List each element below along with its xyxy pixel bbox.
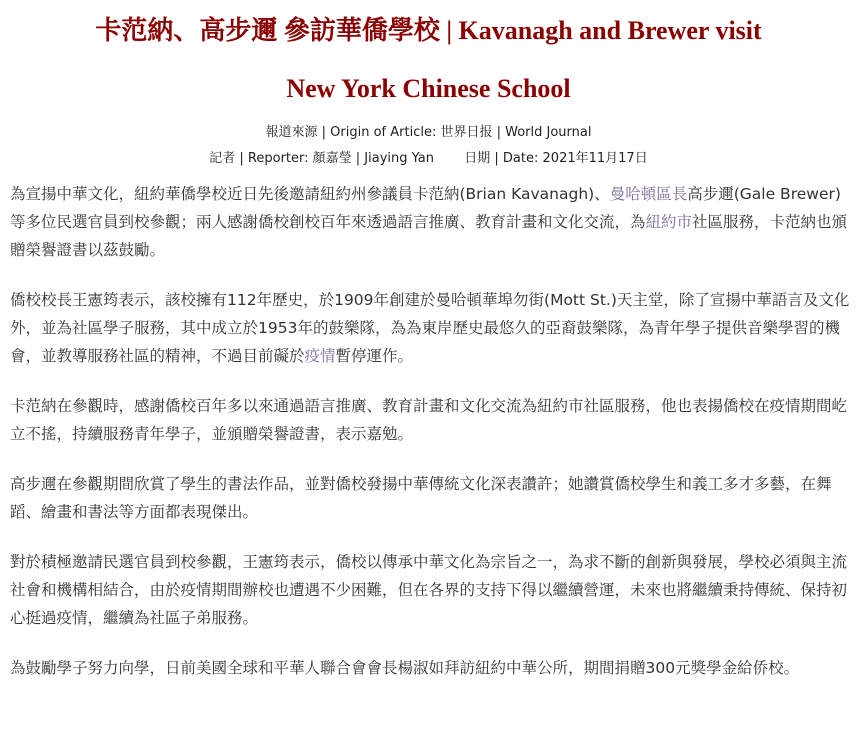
paragraph-2: [0, 286, 857, 370]
paragraph-1-text-c: 社區服務，卡范納也頒贈榮譽證書以茲鼓勵。: [10, 213, 848, 259]
paragraph-1: [0, 180, 857, 264]
paragraph-5: 對於積極邀請民選官員到校參觀，王憲筠表示，僑校以傳承中華文化為宗旨之一，為求不斷的創新與發展，學校必須與主流社會和機構相結合，由於疫情期間辦校也遭遇不少困難，但在各界的支持下得以繼續營運，未來也將繼續秉持傳統、保持初心挺過疫情，繼續為社區子弟服務。: [10, 553, 848, 627]
source-value: 世界日报 | World Journal: [440, 125, 592, 140]
reporter-value: 顏嘉瑩 | Jiaying Yan: [312, 151, 434, 166]
source-label: 報道來源 | Origin of Article:: [265, 125, 437, 140]
article-title-line-2: New York Chinese School: [286, 74, 571, 103]
source-line: [0, 120, 857, 146]
paragraph-2-text-a: 僑校校長王憲筠表示，該校擁有112年歷史，於1909年創建於曼哈頓華埠勿街(Mott St.)天主堂，除了宣揚中華語言及文化外，並為社區學子服務，其中成立於1953年的鼓樂隊，為為東岸歷史最悠久的亞裔鼓樂隊，為青年學子提供音樂學習的機會，並教導服務社區的精神，不過目前礙於: [10, 291, 850, 365]
paragraph-1-text-b: 高步邇(Gale Brewer)等多位民選官員到校參觀；兩人感謝僑校創校百年來透過語言推廣、教育計畫和文化交流，為: [10, 185, 841, 231]
date-value: 2021年11月17日: [542, 151, 648, 166]
paragraph-1-text-a: 為宣揚中華文化，紐約華僑學校近日先後邀請紐約州參議員卡范納(Brian Kavanagh)、: [10, 185, 610, 203]
paragraph-4: 高步邇在參觀期間欣賞了學生的書法作品，並對僑校發揚中華傳統文化深表讚許；她讚賞僑校學生和義工多才多藝，在舞蹈、繪畫和書法等方面都表現傑出。: [10, 475, 832, 521]
byline: [0, 146, 857, 172]
link-pandemic[interactable]: 疫情: [304, 347, 336, 365]
paragraph-3: 卡范納在參觀時，感謝僑校百年多以來通過語言推廣、教育計畫和文化交流為紐約市社區服務，他也表揚僑校在疫情期間屹立不搖，持續服務青年學子，並頒贈榮譽證書，表示嘉勉。: [10, 397, 848, 443]
article-title: [0, 0, 857, 118]
link-new-york-city[interactable]: 紐約市: [645, 213, 693, 231]
article-title-line-1: 卡范納、高步邇 參訪華僑學校 | Kavanagh and Brewer visit: [95, 16, 762, 45]
reporter-label: 記者 | Reporter:: [209, 151, 309, 166]
paragraph-6: 為鼓勵學子努力向學，日前美國全球和平華人聯合會會長楊淑如拜訪紐約中華公所，期間捐贈300元獎學金給侨校。: [10, 659, 800, 677]
date-label: 日期 | Date:: [464, 151, 539, 166]
article-meta: [0, 120, 857, 172]
paragraph-2-text-b: 暫停運作。: [335, 347, 414, 365]
link-manhattan-borough-president[interactable]: 曼哈頓區長: [609, 185, 688, 203]
